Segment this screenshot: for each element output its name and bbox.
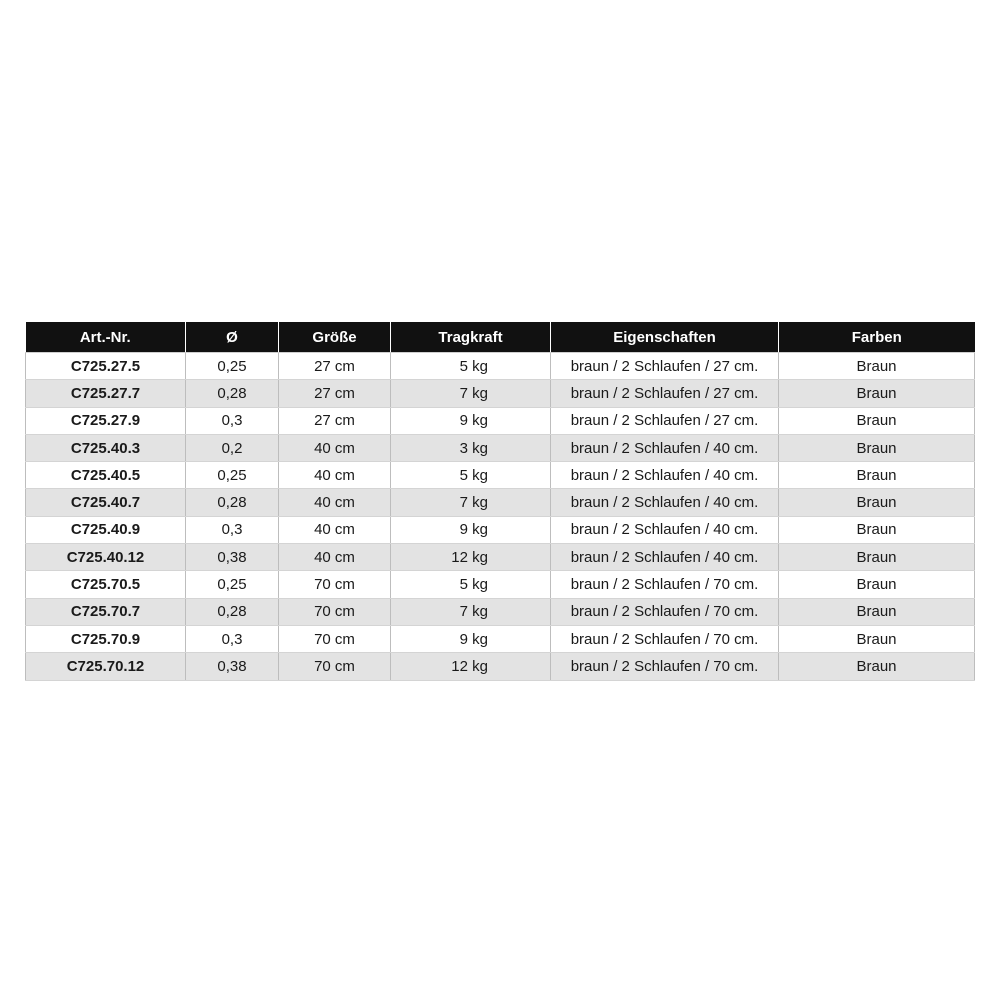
header-article-number: Art.-Nr. <box>26 322 186 353</box>
cell-size: 70 cm <box>279 571 391 598</box>
cell-article-number: C725.27.7 <box>26 380 186 407</box>
cell-article-number: C725.40.3 <box>26 434 186 461</box>
cell-load-capacity: 3 kg <box>391 434 551 461</box>
cell-article-number: C725.27.5 <box>26 353 186 380</box>
cell-properties: braun / 2 Schlaufen / 27 cm. <box>551 407 779 434</box>
cell-size: 40 cm <box>279 516 391 543</box>
cell-article-number: C725.40.5 <box>26 462 186 489</box>
cell-properties: braun / 2 Schlaufen / 70 cm. <box>551 625 779 652</box>
cell-diameter: 0,3 <box>186 407 279 434</box>
cell-load-capacity: 5 kg <box>391 462 551 489</box>
cell-diameter: 0,25 <box>186 353 279 380</box>
product-spec-table-container <box>25 322 974 681</box>
cell-diameter: 0,2 <box>186 434 279 461</box>
header-colors: Farben <box>779 322 975 353</box>
cell-article-number: C725.40.7 <box>26 489 186 516</box>
table-row <box>26 353 975 380</box>
table-body <box>26 353 975 681</box>
cell-article-number: C725.40.12 <box>26 544 186 571</box>
table-row <box>26 434 975 461</box>
cell-load-capacity: 12 kg <box>391 544 551 571</box>
cell-load-capacity: 9 kg <box>391 407 551 434</box>
header-load-capacity: Tragkraft <box>391 322 551 353</box>
cell-load-capacity: 7 kg <box>391 380 551 407</box>
cell-color: Braun <box>779 353 975 380</box>
cell-color: Braun <box>779 516 975 543</box>
cell-properties: braun / 2 Schlaufen / 40 cm. <box>551 462 779 489</box>
cell-diameter: 0,3 <box>186 625 279 652</box>
cell-properties: braun / 2 Schlaufen / 27 cm. <box>551 353 779 380</box>
cell-article-number: C725.70.7 <box>26 598 186 625</box>
cell-size: 70 cm <box>279 653 391 680</box>
cell-size: 40 cm <box>279 434 391 461</box>
table-row <box>26 516 975 543</box>
table-row <box>26 653 975 680</box>
table-row <box>26 598 975 625</box>
cell-article-number: C725.70.12 <box>26 653 186 680</box>
cell-properties: braun / 2 Schlaufen / 70 cm. <box>551 598 779 625</box>
cell-size: 40 cm <box>279 489 391 516</box>
cell-size: 70 cm <box>279 598 391 625</box>
cell-color: Braun <box>779 598 975 625</box>
cell-color: Braun <box>779 407 975 434</box>
cell-load-capacity: 7 kg <box>391 489 551 516</box>
header-diameter: Ø <box>186 322 279 353</box>
cell-diameter: 0,25 <box>186 462 279 489</box>
cell-properties: braun / 2 Schlaufen / 40 cm. <box>551 544 779 571</box>
cell-load-capacity: 5 kg <box>391 353 551 380</box>
table-row <box>26 407 975 434</box>
cell-diameter: 0,28 <box>186 598 279 625</box>
cell-color: Braun <box>779 489 975 516</box>
cell-properties: braun / 2 Schlaufen / 40 cm. <box>551 516 779 543</box>
cell-size: 40 cm <box>279 462 391 489</box>
table-row <box>26 462 975 489</box>
header-row <box>26 322 975 353</box>
cell-color: Braun <box>779 653 975 680</box>
cell-diameter: 0,38 <box>186 544 279 571</box>
cell-load-capacity: 9 kg <box>391 625 551 652</box>
cell-properties: braun / 2 Schlaufen / 40 cm. <box>551 434 779 461</box>
cell-diameter: 0,3 <box>186 516 279 543</box>
cell-properties: braun / 2 Schlaufen / 40 cm. <box>551 489 779 516</box>
table-header <box>26 322 975 353</box>
cell-load-capacity: 9 kg <box>391 516 551 543</box>
header-properties: Eigenschaften <box>551 322 779 353</box>
header-size: Größe <box>279 322 391 353</box>
cell-diameter: 0,28 <box>186 380 279 407</box>
cell-properties: braun / 2 Schlaufen / 70 cm. <box>551 571 779 598</box>
cell-color: Braun <box>779 544 975 571</box>
cell-article-number: C725.70.9 <box>26 625 186 652</box>
cell-properties: braun / 2 Schlaufen / 70 cm. <box>551 653 779 680</box>
cell-size: 70 cm <box>279 625 391 652</box>
cell-properties: braun / 2 Schlaufen / 27 cm. <box>551 380 779 407</box>
cell-load-capacity: 5 kg <box>391 571 551 598</box>
cell-diameter: 0,25 <box>186 571 279 598</box>
cell-size: 40 cm <box>279 544 391 571</box>
cell-article-number: C725.27.9 <box>26 407 186 434</box>
cell-size: 27 cm <box>279 380 391 407</box>
cell-size: 27 cm <box>279 407 391 434</box>
cell-load-capacity: 7 kg <box>391 598 551 625</box>
cell-size: 27 cm <box>279 353 391 380</box>
product-spec-table <box>25 322 975 681</box>
table-row <box>26 571 975 598</box>
cell-article-number: C725.40.9 <box>26 516 186 543</box>
cell-article-number: C725.70.5 <box>26 571 186 598</box>
cell-color: Braun <box>779 380 975 407</box>
cell-diameter: 0,28 <box>186 489 279 516</box>
cell-diameter: 0,38 <box>186 653 279 680</box>
table-row <box>26 625 975 652</box>
table-row <box>26 544 975 571</box>
cell-load-capacity: 12 kg <box>391 653 551 680</box>
cell-color: Braun <box>779 434 975 461</box>
cell-color: Braun <box>779 625 975 652</box>
cell-color: Braun <box>779 462 975 489</box>
cell-color: Braun <box>779 571 975 598</box>
table-row <box>26 380 975 407</box>
table-row <box>26 489 975 516</box>
